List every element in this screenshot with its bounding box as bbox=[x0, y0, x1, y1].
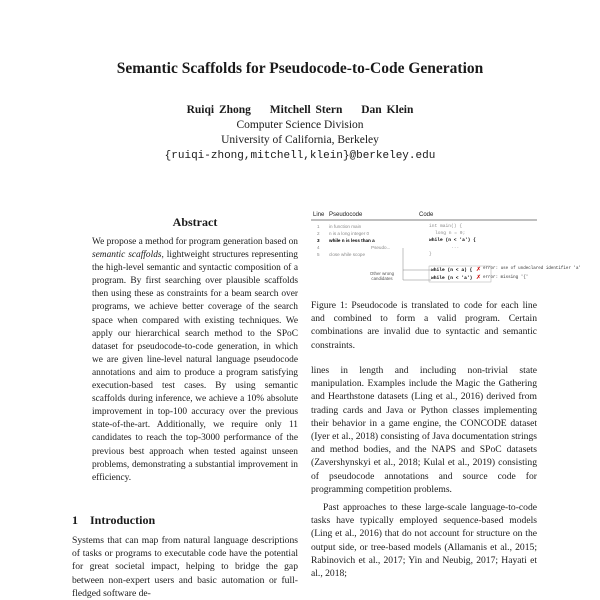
code-line: int main() { bbox=[429, 224, 463, 229]
line-number: 1 bbox=[317, 224, 320, 229]
line-number: 4 bbox=[317, 245, 320, 250]
line-number: 5 bbox=[317, 252, 320, 257]
wrong-candidate-code: while (n < 'a') bbox=[431, 276, 473, 281]
cross-icon: ✗ bbox=[476, 274, 482, 281]
code-line: ... bbox=[451, 245, 460, 250]
section-heading bbox=[72, 513, 155, 528]
paragraph: Past approaches to these large-scale language-to-code tasks have typically employed sequence-based models (Ling et al., 2016) that do not account for structure on the output side, or tree-based models (Allamanis et al., 2015; Rabinovich et al., 2017; Yin and Neubig, 2017; Hayati et al., 2018; bbox=[311, 502, 537, 580]
abstract-text-end: , lightweight structures representing the high-level semantic and syntactic composition of a program. By first searching over plausible scaffolds then using these as constraints for a beam search over programs, we achieve better coverage of the search space when compared with existing techniques. We apply our hierarchical search method to the SPoC dataset for pseudocode-to-code generation, in which we are given line-level natural language pseudocode annotations and aim to produce a program satisfying execution-based test cases. By using semantic scaffolds during inference, we achieve a 10% absolute improvement in top-100 accuracy over the previous state-of-the-art. Additionally, we require only 11 candidates to reach the top-3000 performance of the previous best approach when tested against unseen problems, demonstrating a substantial improvement in efficiency. bbox=[92, 250, 298, 483]
error-message: error: missing '{' bbox=[483, 276, 529, 280]
author-name: Ruiqi Zhong bbox=[186, 104, 251, 116]
header-pseudocode: Pseudocode bbox=[329, 212, 363, 218]
abstract-heading: Abstract bbox=[172, 215, 218, 229]
cross-icon: ✗ bbox=[476, 266, 482, 273]
abstract-emphasis: semantic scaffolds bbox=[92, 250, 162, 261]
paragraph: lines in length and including non-trivial state manipulation. Examples include the Magic the Gathering and Hearthstone datasets (Ling et al., 2016) derived from trading cards and Java or Python classes implementing their behavior in a game engine, the CONCODE dataset (Iyer et al., 2018) consisting of Java documentation strings and method bodies, and the NAPS and SPoC datasets (Zavershynskyi et al., 2018; Kulal et al., 2019) consisting of pseudocode annotations and source code for programming competition problems. bbox=[311, 365, 537, 495]
code-line: } bbox=[429, 252, 432, 257]
header-line: Line bbox=[313, 212, 325, 218]
abstract-text bbox=[92, 236, 298, 485]
pseudocode-line: Pseudo... bbox=[371, 245, 391, 250]
section-number: 1 bbox=[72, 513, 78, 527]
affiliation-division: Computer Science Division bbox=[236, 119, 364, 131]
line-number: 3 bbox=[317, 238, 320, 243]
wrong-candidate-code: while (n < a) { bbox=[431, 268, 473, 273]
author-email: {ruiqi-zhong,mitchell,klein}@berkeley.edu bbox=[164, 150, 436, 162]
paper-title: Semantic Scaffolds for Pseudocode-to-Code Generation bbox=[116, 60, 484, 77]
introduction-text: Systems that can map from natural language descriptions of tasks or programs to executable code have the potential for great societal impact, helping to bridge the gap between non-expert users and basic automation or full-fledged software de- bbox=[72, 535, 298, 599]
figure-1 bbox=[311, 212, 582, 294]
pseudocode-line: close while scope bbox=[329, 252, 366, 257]
header-code: Code bbox=[419, 212, 434, 218]
affiliation-university: University of California, Berkeley bbox=[221, 134, 379, 146]
other-candidates-label: Other wrong candidates bbox=[369, 271, 395, 281]
right-column-text bbox=[311, 364, 537, 580]
author-name: Dan Klein bbox=[361, 104, 414, 116]
code-line: long n = 0; bbox=[435, 231, 466, 236]
figure-caption: Figure 1: Pseudocode is translated to code for each line and combined to form a valid program. Certain combinations are invalid due to syntactic and semantic constraints. bbox=[311, 300, 537, 351]
pseudocode-line: n is a long integer 0 bbox=[329, 231, 370, 236]
pseudocode-line: while n is less than a bbox=[329, 238, 375, 243]
pseudocode-line: in function main bbox=[329, 224, 362, 229]
author-name: Mitchell Stern bbox=[269, 104, 343, 116]
line-number: 2 bbox=[317, 231, 320, 236]
error-message: error: use of undeclared identifier 'a' bbox=[483, 267, 582, 271]
section-title: Introduction bbox=[90, 513, 156, 527]
author-list bbox=[0, 104, 600, 116]
abstract-text-start: We propose a method for program generation based on bbox=[92, 237, 298, 247]
code-line: while (n < 'a') { bbox=[429, 238, 476, 243]
